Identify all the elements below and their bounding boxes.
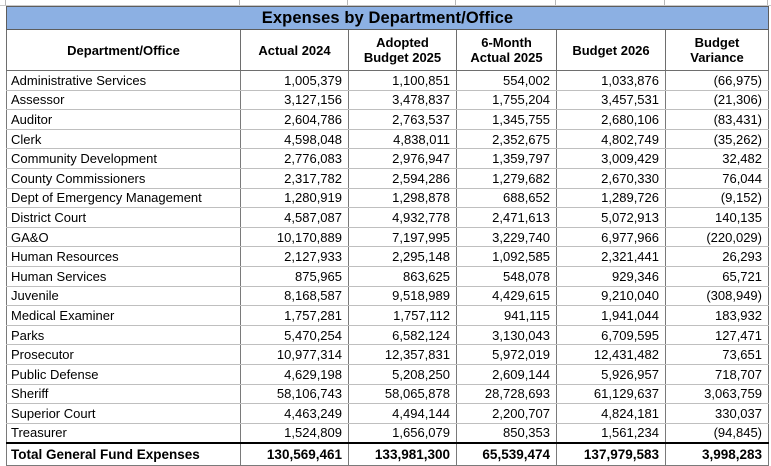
cell-amount: 4,824,181 xyxy=(557,404,666,424)
cell-amount: 5,072,913 xyxy=(557,208,666,228)
total-row-amount: 65,539,474 xyxy=(457,443,557,466)
cell-amount: 58,065,878 xyxy=(349,384,457,404)
column-header-line: Variance xyxy=(690,50,744,65)
column-header-line: 6-Month xyxy=(481,35,532,50)
cell-amount: 73,651 xyxy=(666,345,769,365)
cell-amount: 7,197,995 xyxy=(349,227,457,247)
cell-amount: 2,976,947 xyxy=(349,149,457,169)
cell-department-name: Medical Examiner xyxy=(7,306,241,326)
cell-amount: 61,129,637 xyxy=(557,384,666,404)
cell-department-name: Parks xyxy=(7,325,241,345)
cell-amount: 548,078 xyxy=(457,266,557,286)
table-row[interactable] xyxy=(7,306,769,326)
cell-amount: 26,293 xyxy=(666,247,769,267)
cell-amount: 2,594,286 xyxy=(349,168,457,188)
cell-amount: 1,656,079 xyxy=(349,423,457,443)
expenses-table-container xyxy=(6,6,768,466)
cell-amount: 3,127,156 xyxy=(241,90,349,110)
cell-amount: 12,357,831 xyxy=(349,345,457,365)
cell-amount: 32,482 xyxy=(666,149,769,169)
cell-amount: 718,707 xyxy=(666,364,769,384)
cell-amount: 2,321,441 xyxy=(557,247,666,267)
cell-amount: 140,135 xyxy=(666,208,769,228)
cell-department-name: GA&O xyxy=(7,227,241,247)
table-title-row xyxy=(7,7,769,30)
column-header-budget-2026 xyxy=(557,30,666,71)
cell-amount: 1,561,234 xyxy=(557,423,666,443)
cell-amount: 1,279,682 xyxy=(457,168,557,188)
cell-amount: 4,494,144 xyxy=(349,404,457,424)
cell-amount: 4,838,011 xyxy=(349,129,457,149)
cell-amount: 2,127,933 xyxy=(241,247,349,267)
cell-amount: 863,625 xyxy=(349,266,457,286)
cell-amount: (66,975) xyxy=(666,71,769,91)
table-row[interactable] xyxy=(7,129,769,149)
table-row[interactable] xyxy=(7,423,769,443)
table-row[interactable] xyxy=(7,325,769,345)
cell-amount: 4,587,087 xyxy=(241,208,349,228)
cell-amount: 1,280,919 xyxy=(241,188,349,208)
cell-amount: 2,295,148 xyxy=(349,247,457,267)
cell-amount: 941,115 xyxy=(457,306,557,326)
cell-amount: 330,037 xyxy=(666,404,769,424)
cell-amount: 1,755,204 xyxy=(457,90,557,110)
cell-department-name: Public Defense xyxy=(7,364,241,384)
total-row-amount: 133,981,300 xyxy=(349,443,457,466)
cell-amount: 28,728,693 xyxy=(457,384,557,404)
cell-amount: 2,317,782 xyxy=(241,168,349,188)
cell-department-name: Sheriff xyxy=(7,384,241,404)
cell-amount: 12,431,482 xyxy=(557,345,666,365)
cell-amount: 3,478,837 xyxy=(349,90,457,110)
cell-amount: 4,463,249 xyxy=(241,404,349,424)
cell-department-name: Assessor xyxy=(7,90,241,110)
cell-department-name: Treasurer xyxy=(7,423,241,443)
cell-amount: 3,130,043 xyxy=(457,325,557,345)
table-row[interactable] xyxy=(7,208,769,228)
expenses-by-department-table xyxy=(6,6,769,466)
cell-amount: 2,776,083 xyxy=(241,149,349,169)
cell-amount: 3,009,429 xyxy=(557,149,666,169)
cell-amount: 10,977,314 xyxy=(241,345,349,365)
column-header-line: Budget 2025 xyxy=(363,50,442,65)
total-row-amount: 137,979,583 xyxy=(557,443,666,466)
cell-amount: 9,518,989 xyxy=(349,286,457,306)
column-header-line: Department/Office xyxy=(67,42,180,58)
cell-amount: 4,598,048 xyxy=(241,129,349,149)
cell-amount: 127,471 xyxy=(666,325,769,345)
total-row-label: Total General Fund Expenses xyxy=(7,443,241,466)
cell-amount: 875,965 xyxy=(241,266,349,286)
cell-amount: 2,680,106 xyxy=(557,110,666,130)
cell-amount: 2,763,537 xyxy=(349,110,457,130)
cell-amount: 4,932,778 xyxy=(349,208,457,228)
cell-amount: 1,524,809 xyxy=(241,423,349,443)
cell-department-name: District Court xyxy=(7,208,241,228)
cell-amount: 6,582,124 xyxy=(349,325,457,345)
cell-amount: 1,298,878 xyxy=(349,188,457,208)
table-row[interactable] xyxy=(7,345,769,365)
cell-amount: 3,457,531 xyxy=(557,90,666,110)
table-row[interactable] xyxy=(7,286,769,306)
cell-amount: 929,346 xyxy=(557,266,666,286)
table-title: Expenses by Department/Office xyxy=(7,7,769,30)
table-row[interactable] xyxy=(7,384,769,404)
cell-amount: (35,262) xyxy=(666,129,769,149)
cell-amount: 554,002 xyxy=(457,71,557,91)
cell-amount: 58,106,743 xyxy=(241,384,349,404)
cell-amount: 2,200,707 xyxy=(457,404,557,424)
cell-department-name: Administrative Services xyxy=(7,71,241,91)
column-header-line: Actual 2024 xyxy=(258,42,331,58)
table-row[interactable] xyxy=(7,404,769,424)
total-row-amount: 130,569,461 xyxy=(241,443,349,466)
cell-amount: 1,345,755 xyxy=(457,110,557,130)
cell-amount: (21,306) xyxy=(666,90,769,110)
cell-amount: 3,229,740 xyxy=(457,227,557,247)
column-header-6-month-actual-2025 xyxy=(457,30,557,71)
cell-amount: 5,208,250 xyxy=(349,364,457,384)
table-row[interactable] xyxy=(7,71,769,91)
cell-department-name: Dept of Emergency Management xyxy=(7,188,241,208)
cell-amount: 2,609,144 xyxy=(457,364,557,384)
cell-amount: 4,802,749 xyxy=(557,129,666,149)
cell-amount: 76,044 xyxy=(666,168,769,188)
table-row[interactable] xyxy=(7,110,769,130)
column-header-budget-variance xyxy=(666,30,769,71)
cell-amount: 1,033,876 xyxy=(557,71,666,91)
cell-amount: 4,629,198 xyxy=(241,364,349,384)
cell-department-name: Community Development xyxy=(7,149,241,169)
cell-amount: 5,926,957 xyxy=(557,364,666,384)
cell-amount: 850,353 xyxy=(457,423,557,443)
cell-amount: 2,604,786 xyxy=(241,110,349,130)
cell-amount: 4,429,615 xyxy=(457,286,557,306)
cell-amount: 1,092,585 xyxy=(457,247,557,267)
column-header-adopted-budget-2025 xyxy=(349,30,457,71)
cell-amount: (94,845) xyxy=(666,423,769,443)
cell-amount: 2,471,613 xyxy=(457,208,557,228)
cell-department-name: Human Resources xyxy=(7,247,241,267)
cell-department-name: Juvenile xyxy=(7,286,241,306)
cell-amount: (308,949) xyxy=(666,286,769,306)
cell-amount: 688,652 xyxy=(457,188,557,208)
cell-amount: 5,972,019 xyxy=(457,345,557,365)
cell-department-name: Prosecutor xyxy=(7,345,241,365)
table-row[interactable] xyxy=(7,168,769,188)
cell-amount: 1,757,112 xyxy=(349,306,457,326)
cell-department-name: Clerk xyxy=(7,129,241,149)
cell-department-name: Auditor xyxy=(7,110,241,130)
table-row[interactable] xyxy=(7,188,769,208)
table-row[interactable] xyxy=(7,227,769,247)
table-header-row xyxy=(7,30,769,71)
table-row[interactable] xyxy=(7,364,769,384)
table-total-row xyxy=(7,443,769,466)
cell-amount: 10,170,889 xyxy=(241,227,349,247)
cell-amount: 6,709,595 xyxy=(557,325,666,345)
column-header-actual-2024 xyxy=(241,30,349,71)
cell-amount: 6,977,966 xyxy=(557,227,666,247)
column-header-department-office xyxy=(7,30,241,71)
cell-amount: 3,063,759 xyxy=(666,384,769,404)
cell-amount: (83,431) xyxy=(666,110,769,130)
cell-amount: 9,210,040 xyxy=(557,286,666,306)
cell-amount: 1,941,044 xyxy=(557,306,666,326)
cell-amount: 2,670,330 xyxy=(557,168,666,188)
cell-amount: (9,152) xyxy=(666,188,769,208)
column-header-line: Budget 2026 xyxy=(572,42,650,58)
cell-amount: 5,470,254 xyxy=(241,325,349,345)
table-row[interactable] xyxy=(7,247,769,267)
cell-amount: 8,168,587 xyxy=(241,286,349,306)
cell-amount: 183,932 xyxy=(666,306,769,326)
table-row[interactable] xyxy=(7,266,769,286)
cell-amount: (220,029) xyxy=(666,227,769,247)
cell-amount: 1,289,726 xyxy=(557,188,666,208)
cell-department-name: Human Services xyxy=(7,266,241,286)
table-row[interactable] xyxy=(7,149,769,169)
cell-amount: 1,757,281 xyxy=(241,306,349,326)
total-row-amount: 3,998,283 xyxy=(666,443,769,466)
cell-department-name: Superior Court xyxy=(7,404,241,424)
cell-department-name: County Commissioners xyxy=(7,168,241,188)
cell-amount: 1,005,379 xyxy=(241,71,349,91)
column-header-line: Actual 2025 xyxy=(470,50,543,65)
cell-amount: 65,721 xyxy=(666,266,769,286)
cell-amount: 1,359,797 xyxy=(457,149,557,169)
column-header-line: Adopted xyxy=(376,35,429,50)
column-header-line: Budget xyxy=(694,35,740,50)
cell-amount: 2,352,675 xyxy=(457,129,557,149)
table-row[interactable] xyxy=(7,90,769,110)
cell-amount: 1,100,851 xyxy=(349,71,457,91)
